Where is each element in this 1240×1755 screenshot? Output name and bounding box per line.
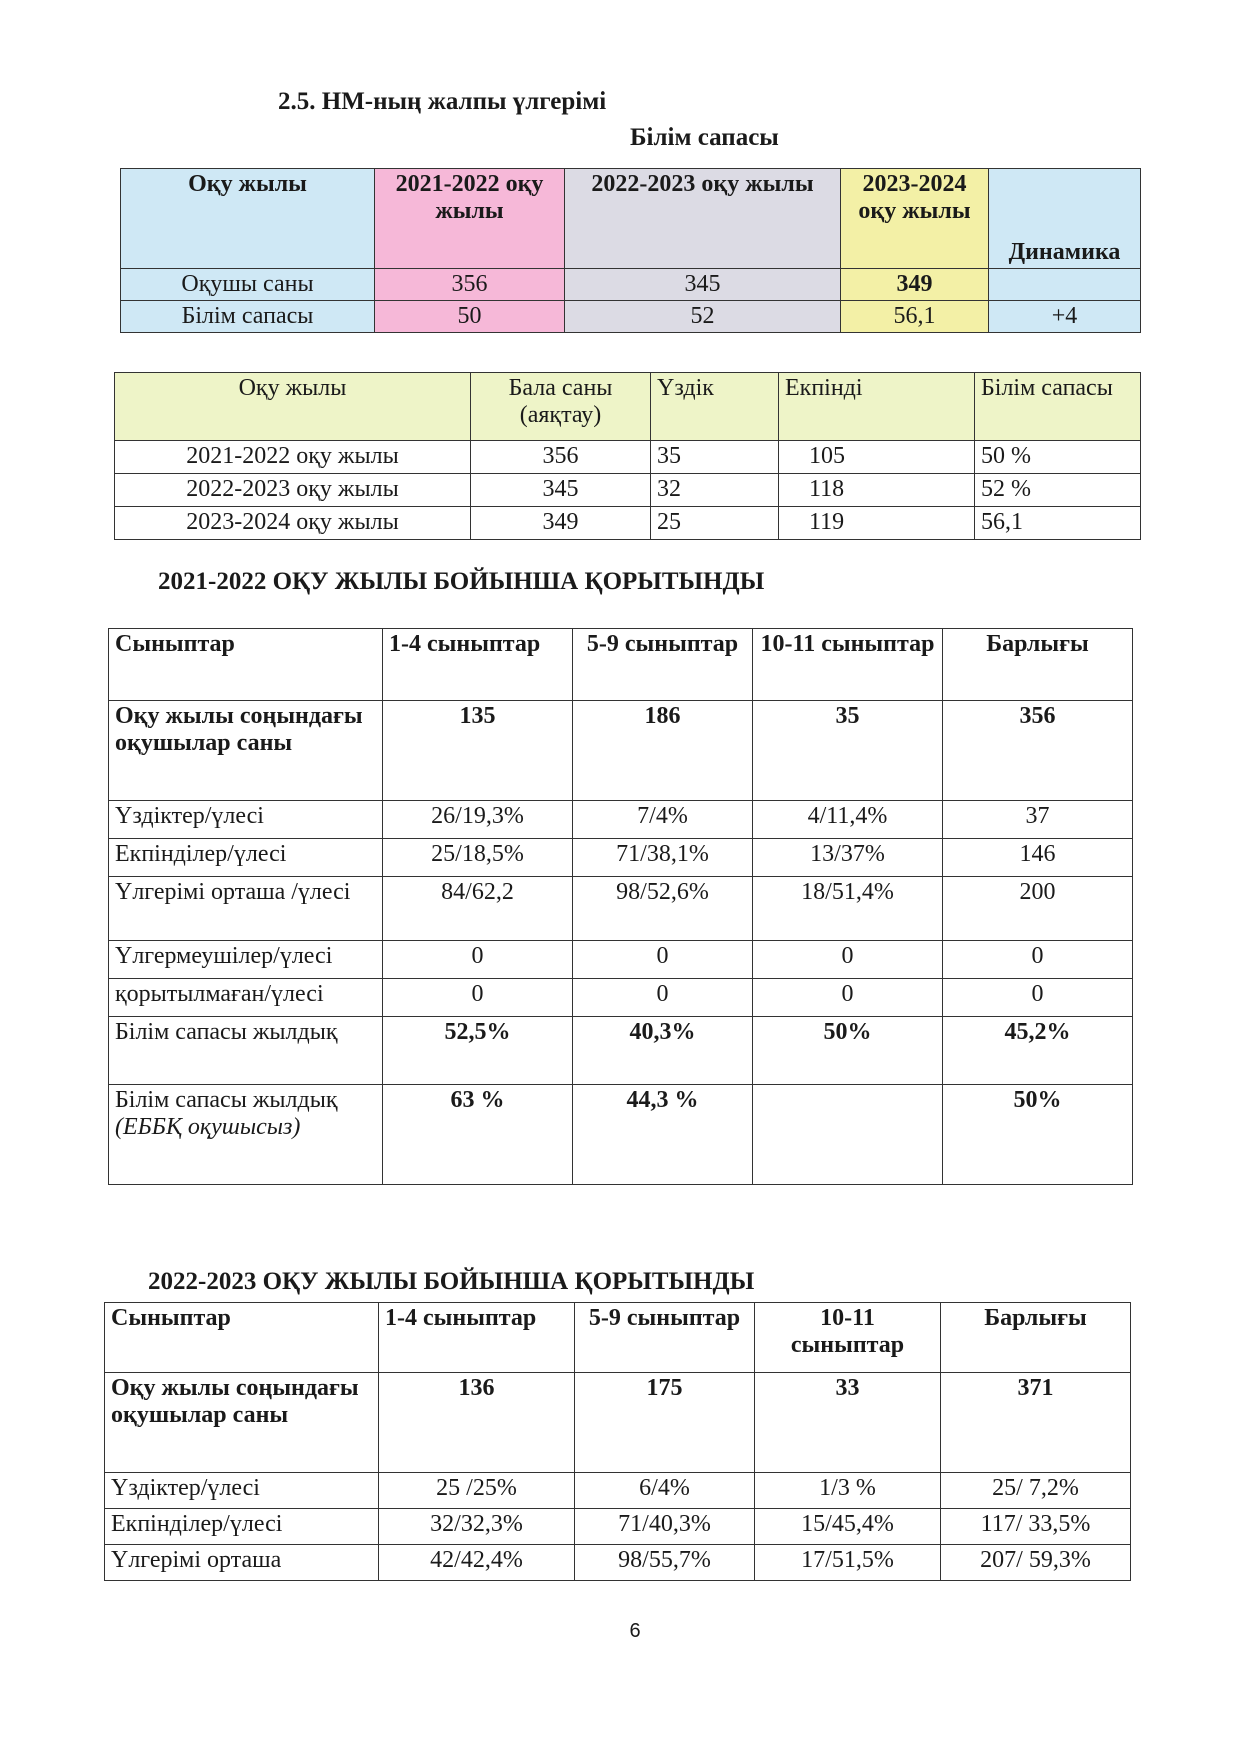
cell: 0: [383, 979, 573, 1017]
cell: 0: [753, 941, 943, 979]
row-label: Білім сапасы: [121, 301, 375, 333]
header-cell: 10-11 сыныптар: [755, 1303, 941, 1373]
table-row: [121, 301, 1141, 333]
cell: 98/55,7%: [575, 1545, 755, 1581]
cell: 56,1: [841, 301, 989, 333]
section-title: 2.5. НМ-ның жалпы үлгерімі: [278, 88, 607, 115]
cell: 50%: [943, 1085, 1133, 1185]
cell: 0: [573, 941, 753, 979]
subtitle: Білім сапасы: [630, 124, 779, 151]
cell: 175: [575, 1373, 755, 1473]
row-label: Үлгерімі орташа /үлесі: [109, 877, 383, 941]
header-cell: Барлығы: [941, 1303, 1131, 1373]
header-cell: 1-4 сыныптар: [383, 629, 573, 701]
cell: 44,3 %: [573, 1085, 753, 1185]
table-row: [109, 941, 1133, 979]
row-label: [109, 1085, 383, 1185]
cell: [753, 1085, 943, 1185]
cell: 71/38,1%: [573, 839, 753, 877]
cell: 17/51,5%: [755, 1545, 941, 1581]
cell: 25/18,5%: [383, 839, 573, 877]
row-label-note: (ЕББҚ оқушысыз): [115, 1114, 301, 1140]
cell: 146: [943, 839, 1133, 877]
cell: 33: [755, 1373, 941, 1473]
cell: 207/ 59,3%: [941, 1545, 1131, 1581]
row-label: қорытылмаған/үлесі: [109, 979, 383, 1017]
cell: 56,1: [975, 507, 1141, 540]
header-cell: Бала саны (аяқтау): [471, 373, 651, 441]
row-label: Оқушы саны: [121, 269, 375, 301]
table-row: [105, 1473, 1131, 1509]
header-cell: 2021-2022 оқу жылы: [375, 169, 565, 269]
cell: 50 %: [975, 441, 1141, 474]
cell: 25: [651, 507, 779, 540]
cell: 52: [565, 301, 841, 333]
results-2021-2022-table: [108, 628, 1133, 1185]
cell: 32: [651, 474, 779, 507]
cell: 13/37%: [753, 839, 943, 877]
row-label: Екпінділер/үлесі: [105, 1509, 379, 1545]
cell: 345: [565, 269, 841, 301]
table-row: [115, 507, 1141, 540]
table-row: [105, 1373, 1131, 1473]
students-by-year-table: [114, 372, 1141, 540]
row-label: Оқу жылы соңындағы оқушылар саны: [109, 701, 383, 801]
cell: 84/62,2: [383, 877, 573, 941]
cell: 25 /25%: [379, 1473, 575, 1509]
cell: 0: [943, 979, 1133, 1017]
cell: 0: [573, 979, 753, 1017]
header-cell: 10-11 сыныптар: [753, 629, 943, 701]
cell: 0: [943, 941, 1133, 979]
cell: 1/3 %: [755, 1473, 941, 1509]
cell: 371: [941, 1373, 1131, 1473]
cell: 7/4%: [573, 801, 753, 839]
table-row: [109, 701, 1133, 801]
cell: 349: [471, 507, 651, 540]
cell: 0: [383, 941, 573, 979]
cell: 356: [471, 441, 651, 474]
cell: 45,2%: [943, 1017, 1133, 1085]
cell: 26/19,3%: [383, 801, 573, 839]
header-cell: Барлығы: [943, 629, 1133, 701]
cell: 25/ 7,2%: [941, 1473, 1131, 1509]
heading-2022-2023-results: 2022-2023 ОҚУ ЖЫЛЫ БОЙЫНША ҚОРЫТЫНДЫ: [148, 1268, 755, 1295]
header-cell: Екпінді: [779, 373, 975, 441]
row-label: 2023-2024 оқу жылы: [115, 507, 471, 540]
cell: 200: [943, 877, 1133, 941]
cell: 37: [943, 801, 1133, 839]
cell: 6/4%: [575, 1473, 755, 1509]
header-cell: Сыныптар: [105, 1303, 379, 1373]
header-cell: Оқу жылы: [115, 373, 471, 441]
cell: 50: [375, 301, 565, 333]
header-cell: 5-9 сыныптар: [575, 1303, 755, 1373]
cell: 0: [753, 979, 943, 1017]
header-cell: 5-9 сыныптар: [573, 629, 753, 701]
cell: 4/11,4%: [753, 801, 943, 839]
header-cell: Білім сапасы: [975, 373, 1141, 441]
table-row: [109, 801, 1133, 839]
quality-summary-table: [120, 168, 1141, 333]
header-cell: Сыныптар: [109, 629, 383, 701]
cell: +4: [989, 301, 1141, 333]
table-row: [121, 269, 1141, 301]
cell: 18/51,4%: [753, 877, 943, 941]
cell: 52 %: [975, 474, 1141, 507]
header-cell: 2023-2024 оқу жылы: [841, 169, 989, 269]
cell: [989, 269, 1141, 301]
header-cell: 2022-2023 оқу жылы: [565, 169, 841, 269]
header-cell: Оқу жылы: [121, 169, 375, 269]
cell: 356: [375, 269, 565, 301]
cell: 71/40,3%: [575, 1509, 755, 1545]
cell: 32/32,3%: [379, 1509, 575, 1545]
table-row: [109, 979, 1133, 1017]
cell: 52,5%: [383, 1017, 573, 1085]
cell: 15/45,4%: [755, 1509, 941, 1545]
cell: 117/ 33,5%: [941, 1509, 1131, 1545]
cell: 42/42,4%: [379, 1545, 575, 1581]
row-label: Үлгермеушілер/үлесі: [109, 941, 383, 979]
cell: 35: [753, 701, 943, 801]
row-label: Үздіктер/үлесі: [105, 1473, 379, 1509]
cell: 119: [779, 507, 975, 540]
cell: 35: [651, 441, 779, 474]
table-row: [105, 1509, 1131, 1545]
row-label: Білім сапасы жылдық: [109, 1017, 383, 1085]
cell: 136: [379, 1373, 575, 1473]
row-label: Үздіктер/үлесі: [109, 801, 383, 839]
row-label: 2022-2023 оқу жылы: [115, 474, 471, 507]
cell: 135: [383, 701, 573, 801]
cell: 118: [779, 474, 975, 507]
row-label: Екпінділер/үлесі: [109, 839, 383, 877]
page-number: 6: [629, 1620, 641, 1642]
heading-2021-2022-results: 2021-2022 ОҚУ ЖЫЛЫ БОЙЫНША ҚОРЫТЫНДЫ: [158, 568, 765, 595]
table-row: [115, 474, 1141, 507]
table-row: [109, 839, 1133, 877]
cell: 50%: [753, 1017, 943, 1085]
cell: 40,3%: [573, 1017, 753, 1085]
cell: 349: [841, 269, 989, 301]
header-cell: Үздік: [651, 373, 779, 441]
header-cell: Динамика: [989, 169, 1141, 269]
table-row: [109, 877, 1133, 941]
results-2022-2023-table: [104, 1302, 1131, 1581]
table-row: [109, 1085, 1133, 1185]
cell: 98/52,6%: [573, 877, 753, 941]
cell: 63 %: [383, 1085, 573, 1185]
row-label: 2021-2022 оқу жылы: [115, 441, 471, 474]
table-row: [115, 441, 1141, 474]
table-row: [109, 1017, 1133, 1085]
header-cell: 1-4 сыныптар: [379, 1303, 575, 1373]
cell: 356: [943, 701, 1133, 801]
table-row: [105, 1545, 1131, 1581]
row-label-text: Білім сапасы жылдық: [115, 1087, 338, 1113]
row-label: Үлгерімі орташа: [105, 1545, 379, 1581]
cell: 345: [471, 474, 651, 507]
row-label: Оқу жылы соңындағы оқушылар саны: [105, 1373, 379, 1473]
cell: 186: [573, 701, 753, 801]
cell: 105: [779, 441, 975, 474]
